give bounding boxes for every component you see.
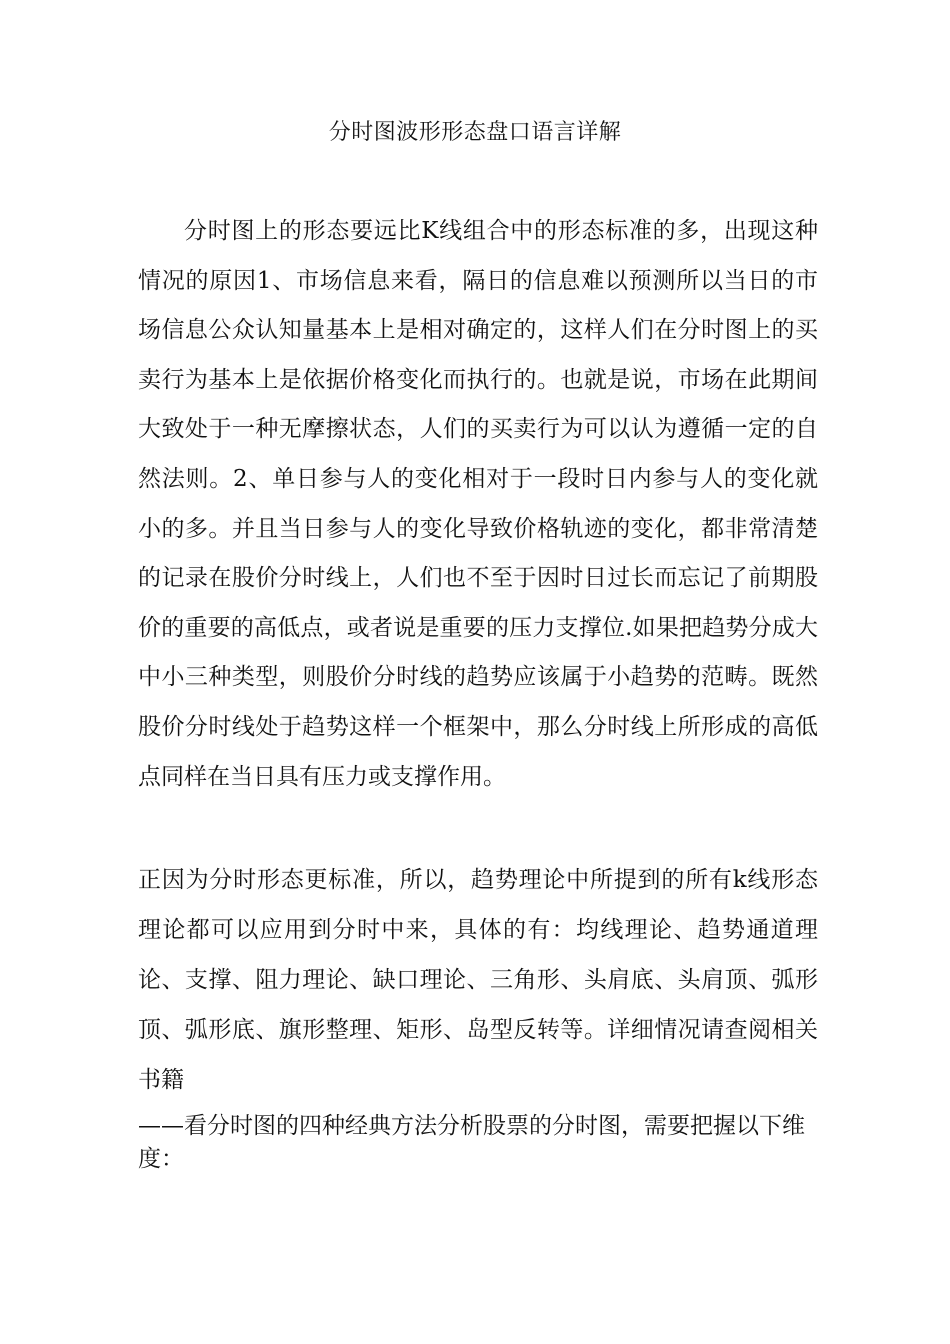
- paragraph-text: 正因为分时形态更标准，所以，趋势理论中所提到的所有k线形态理论都可以应用到分时中来，具体的有：均线理论、趋势通道理论、支撑、阻力理论、缺口理论、三角形、头肩底、头肩顶、弧形顶、弧形底、旗形整理、矩形、岛型反转等。详细情况请查阅相关书籍: [138, 867, 818, 1093]
- paragraph-text: 分时图上的形态要远比K线组合中的形态标准的多，出现这种情况的原因1、市场信息来看，隔日的信息难以预测所以当日的市场信息公众认知量基本上是相对确定的，这样人们在分时图上的买卖行为基本上是依据价格变化而执行的。也就是说，市场在此期间大致处于一种无摩擦状态，人们的买卖行为可以认为遵循一定的自然法则。2、单日参与人的变化相对于一段时日内参与人的变化就小的多。并且当日参与人的变化导致价格轨迹的变化，都非常清楚的记录在股价分时线上，人们也不至于因时日过长而忘记了前期股价的重要的高低点，或者说是重要的压力支撑位.如果把趋势分成大中小三种类型，则股价分时线的趋势应该属于小趋势的范畴。既然股价分时线处于趋势这样一个框架中，那么分时线上所形成的高低点同样在当日具有压力或支撑作用。: [138, 218, 818, 790]
- document-title: 分时图波形形态盘口语言详解: [328, 120, 622, 145]
- paragraph-text: ——看分时图的四种经典方法分析股票的分时图，需要把握以下维度：: [138, 1113, 805, 1172]
- paragraph-intraday-patterns: [138, 207, 818, 802]
- paragraph-four-methods: [138, 1110, 818, 1176]
- paragraph-pattern-theories: [138, 855, 818, 1105]
